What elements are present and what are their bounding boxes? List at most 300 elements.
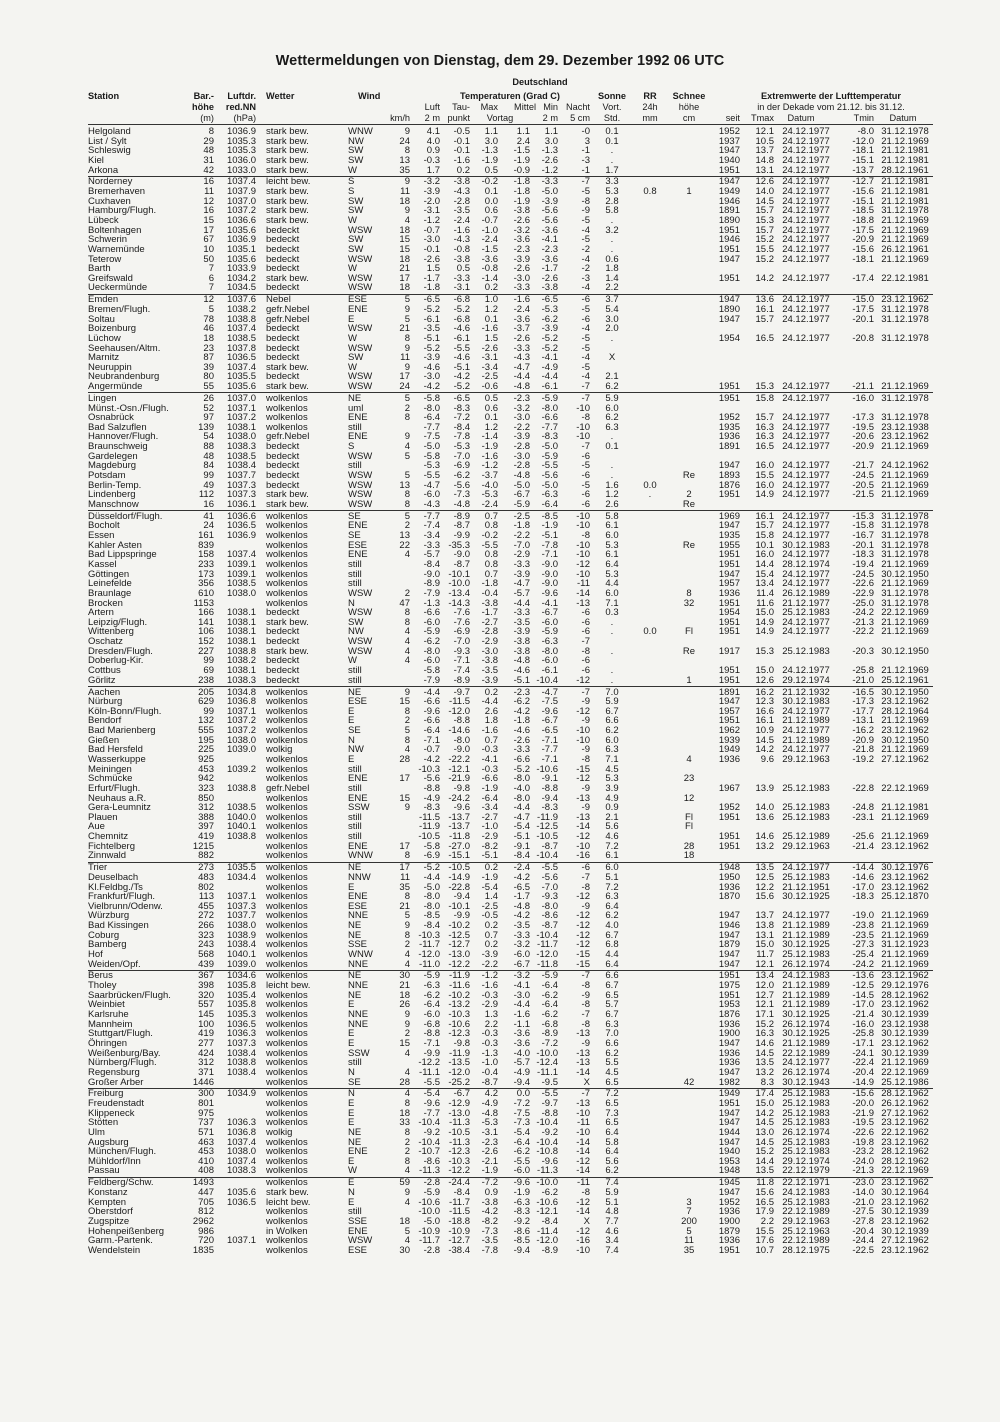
cell-pressure: 1038.2	[226, 655, 256, 667]
cell-mean: -6.7	[513, 489, 530, 501]
cell-pressure: 1036.5	[226, 1196, 256, 1208]
cell-dew-point: -13.7	[448, 811, 470, 823]
cell-wind-dir: ENE	[348, 773, 368, 785]
cell-tmax-date: 24.12.1977	[782, 470, 830, 481]
cell-tmax: 13.6	[755, 811, 774, 823]
cell-min-2m: -7.0	[541, 881, 558, 893]
cell-tmin-date: 31.12.1978	[881, 303, 929, 315]
cell-min-2m: -7.1	[541, 549, 558, 561]
cell-pressure: 1038.3	[226, 1165, 256, 1177]
cell-bar-height: 1446	[192, 1076, 214, 1088]
cell-sunshine: 5.1	[605, 871, 619, 883]
cell-tmax: 13.1	[755, 164, 774, 176]
cell-air-temp: -8.8	[423, 782, 440, 794]
cell-max: 0.8	[484, 549, 498, 561]
cell-mean: -1.9	[513, 1186, 530, 1198]
cell-station: Braunlage	[88, 587, 132, 599]
cell-dew-point: -12.2	[448, 1165, 470, 1177]
cell-wind-speed: 9	[404, 686, 410, 698]
cell-station: Bad Hersfeld	[88, 744, 143, 756]
cell-bar-height: 5	[208, 303, 214, 315]
cell-wind-speed: 26	[399, 999, 410, 1011]
cell-since: 1900	[718, 1215, 740, 1227]
cell-station: Großer Arber	[88, 1076, 144, 1088]
cell-max: -3.6	[481, 253, 498, 265]
cell-since: 1940	[718, 154, 740, 166]
cell-tmax-date: 26.12.1974	[782, 1018, 830, 1030]
cell-min-2m: 3.0	[544, 135, 558, 147]
cell-night-5cm: -6	[581, 470, 590, 481]
cell-night-5cm: -4	[581, 224, 590, 236]
cell-night-5cm: 3	[584, 135, 590, 147]
cell-weather: wolkig	[266, 744, 293, 756]
cell-air-temp: -6.2	[423, 636, 440, 648]
cell-mean: -3.8	[513, 645, 530, 657]
cell-max: 0.5	[484, 392, 498, 404]
table-row	[0, 481, 1000, 491]
cell-station: Zugspitze	[88, 1215, 130, 1227]
table-row	[0, 822, 1000, 832]
cell-weather: bedeckt	[266, 607, 300, 619]
cell-mean: -4.6	[513, 725, 530, 736]
cell-dew-point: -24.2	[448, 792, 470, 804]
cell-tmin: -17.3	[852, 696, 874, 708]
col-rr3: mm	[642, 113, 658, 123]
cell-wind-speed: 4	[404, 645, 410, 657]
cell-bar-height: 141	[198, 616, 214, 628]
cell-air-temp: -5.2	[423, 862, 440, 874]
cell-mean: -4.4	[513, 999, 530, 1011]
table-row	[0, 512, 1000, 522]
cell-air-temp: -2.8	[423, 1177, 440, 1189]
cell-bar-height: 850	[198, 792, 214, 804]
cell-air-temp: -9.0	[423, 568, 440, 580]
cell-pressure: 1034.8	[226, 686, 256, 698]
cell-night-5cm: -8	[581, 195, 590, 207]
cell-bar-height: 942	[198, 773, 214, 785]
cell-tmin-date: 30.12.1950	[881, 568, 929, 580]
cell-dew-point: -11.5	[449, 696, 470, 708]
cell-weather: stark bew.	[266, 1186, 309, 1198]
cell-tmin: -23.0	[852, 1177, 874, 1189]
cell-sunshine: 6.2	[605, 412, 619, 424]
col-tau-b: punkt	[447, 113, 470, 123]
cell-snow: 18	[683, 850, 695, 862]
cell-weather: wolkenlos	[266, 850, 308, 862]
cell-tmin-date: 23.12.1938	[881, 421, 929, 433]
cell-mean: -1.8	[513, 186, 530, 197]
cell-max: -1.9	[481, 441, 498, 453]
cell-wind-speed: 59	[399, 1177, 410, 1189]
cell-dew-point: -7.0	[453, 450, 470, 462]
col-bar1: Bar.-	[193, 91, 214, 101]
cell-weather: bedeckt	[266, 441, 300, 453]
cell-mean: -3.2	[513, 970, 530, 982]
cell-max: -1.8	[481, 578, 498, 590]
cell-min-2m: -9.3	[541, 891, 558, 903]
cell-night-5cm: -4	[581, 323, 590, 335]
cell-pressure: 1037.8	[226, 342, 256, 354]
table-row	[0, 765, 1000, 775]
cell-snow: Fl	[685, 811, 693, 823]
cell-sunshine: 6.3	[605, 744, 619, 756]
cell-min-2m: -10.0	[536, 1177, 558, 1189]
cell-bar-height: 801	[198, 1098, 214, 1109]
cell-air-temp: -7.1	[423, 734, 440, 746]
cell-tmax: 12.2	[755, 881, 774, 893]
table-row	[0, 1236, 1000, 1246]
cell-bar-height: 312	[198, 802, 214, 814]
cell-tmin-date: 21.12.1969	[881, 831, 929, 843]
cell-tmax: 14.0	[755, 186, 774, 197]
cell-wind-speed: 4	[404, 441, 410, 453]
cell-wind-dir: SW	[348, 616, 364, 628]
cell-tmin: -20.8	[852, 332, 874, 344]
cell-dew-point: -3.8	[453, 176, 470, 188]
cell-tmax-date: 22.12.1989	[782, 1235, 830, 1247]
cell-mean: 2.4	[516, 135, 530, 147]
cell-min-2m: -3.6	[541, 253, 558, 265]
cell-wind-dir: NNE	[348, 910, 369, 922]
cell-station: Görlitz	[88, 674, 116, 686]
cell-weather: wolkenlos	[266, 929, 308, 941]
cell-tmin-date: 31.12.1978	[881, 549, 929, 561]
cell-tmin: -19.8	[852, 1136, 874, 1148]
cell-air-temp: -3.9	[423, 352, 440, 364]
cell-pressure: 1038.8	[226, 782, 256, 794]
cell-tmax: 16.3	[755, 431, 774, 443]
cell-max: -0.6	[481, 381, 498, 392]
cell-tmax: 10.5	[755, 135, 774, 147]
cell-since: 1954	[718, 332, 740, 344]
cell-wind-dir: SW	[348, 243, 364, 255]
cell-station: Hannover/Flugh.	[88, 431, 159, 443]
cell-station: Potsdam	[88, 470, 126, 481]
cell-wind-speed: 15	[399, 696, 410, 708]
cell-min-2m: -9.7	[541, 1098, 558, 1109]
cell-mean: -3.9	[513, 253, 530, 265]
cell-weather: bedeckt	[266, 674, 300, 686]
cell-tmax: 13.6	[755, 294, 774, 306]
cell-wind-speed: 4	[404, 1047, 410, 1059]
table-row	[0, 372, 1000, 382]
cell-sunshine: 6.0	[605, 734, 619, 746]
cell-tmin-date: 21.12.1969	[881, 135, 929, 147]
cell-mean: -2.6	[513, 263, 530, 275]
cell-mean: -3.2	[513, 224, 530, 236]
cell-pressure: 1036.5	[226, 352, 256, 364]
cell-mean: -4.2	[513, 910, 530, 922]
cell-tmax-date: 24.12.1977	[782, 253, 830, 265]
cell-night-5cm: -1	[581, 145, 590, 157]
cell-sunshine: 6.7	[605, 929, 619, 941]
cell-weather: Nebel	[266, 294, 291, 306]
cell-max: -8.2	[481, 1215, 498, 1227]
cell-min-2m: -8.4	[541, 1215, 558, 1227]
cell-night-5cm: -13	[576, 1028, 590, 1040]
table-row	[0, 206, 1000, 216]
cell-sunshine: 1.7	[605, 164, 619, 176]
cell-tmax: 12.1	[755, 126, 774, 137]
cell-tmax: 15.0	[755, 665, 774, 676]
cell-sunshine: 6.4	[605, 900, 619, 912]
cell-tmin-date: 22.12.1981	[881, 272, 929, 284]
cell-tmin: -20.4	[852, 1066, 874, 1078]
cell-bar-height: 323	[198, 782, 214, 794]
table-row	[0, 931, 1000, 941]
cell-mean: -3.0	[513, 272, 530, 284]
cell-night-5cm: -5	[581, 332, 590, 344]
cell-tmin: -23.1	[852, 811, 874, 823]
cell-min-2m: 1.1	[544, 126, 558, 137]
cell-sunshine: 3.4	[605, 1235, 619, 1247]
cell-pressure: 1037.2	[226, 715, 256, 727]
cell-tmax: 16.5	[755, 441, 774, 453]
cell-max: -3.8	[481, 655, 498, 667]
cell-tmax-date: 24.12.1977	[782, 412, 830, 424]
cell-bar-height: 397	[198, 821, 214, 833]
cell-station: Lüchow	[88, 332, 121, 344]
cell-bar-height: 568	[198, 949, 214, 960]
cell-tmax: 15.8	[755, 392, 774, 404]
cell-wind-dir: E	[348, 1117, 355, 1129]
cell-dew-point: -4.6	[453, 352, 470, 364]
cell-tmax-date: 24.12.1977	[782, 744, 830, 756]
cell-weather: wolkenlos	[266, 402, 308, 414]
cell-since: 1948	[718, 1165, 740, 1177]
cell-night-5cm: -2	[581, 243, 590, 255]
cell-station: Freudenstadt	[88, 1098, 144, 1109]
cell-since: 1876	[718, 479, 740, 491]
cell-mean: -6.6	[513, 754, 530, 765]
cell-min-2m: -5.0	[541, 186, 558, 197]
cell-mean: -6.0	[513, 949, 530, 960]
table-row	[0, 283, 1000, 293]
cell-tmin: -18.5	[852, 205, 874, 217]
cell-tmax: 12.0	[755, 980, 774, 992]
cell-wind-speed: 8	[404, 1155, 410, 1167]
cell-night-5cm: -13	[576, 1047, 590, 1059]
cell-night-5cm: -12	[576, 920, 590, 931]
table-row	[0, 666, 1000, 676]
cell-wind-dir: SSW	[348, 802, 370, 814]
cell-bar-height: 398	[198, 980, 214, 992]
col-luft3: (hPa)	[233, 113, 256, 123]
cell-tmax-date: 24.12.1977	[782, 205, 830, 217]
cell-min-2m: -7.7	[541, 421, 558, 433]
col-mittel: Mittel	[514, 102, 536, 112]
cell-tmin: -14.9	[852, 1076, 874, 1088]
cell-weather: wolkenlos	[266, 520, 308, 532]
cell-tmin: -12.0	[852, 135, 874, 147]
cell-tmax-date: 25.12.1983	[782, 811, 830, 823]
table-row	[0, 618, 1000, 628]
cell-tmin-date: 21.12.1969	[881, 234, 929, 246]
cell-wind-speed: 5	[404, 470, 410, 481]
cell-dew-point: -11.6	[449, 980, 470, 992]
table-row	[0, 177, 1000, 187]
cell-station: Leinefelde	[88, 578, 132, 590]
cell-wind-dir: NE	[348, 686, 362, 698]
cell-weather: stark bew.	[266, 186, 309, 197]
cell-weather: wolkenlos	[266, 1165, 308, 1177]
cell-sunshine: 6.1	[605, 520, 619, 532]
cell-tmax: 13.2	[755, 840, 774, 852]
cell-tmax: 15.2	[755, 234, 774, 246]
cell-tmin-date: 31.12.1978	[881, 205, 929, 217]
cell-min-2m: -4.7	[541, 686, 558, 698]
cell-tmin: -20.1	[852, 539, 874, 551]
cell-station: Frankfurt/Flugh.	[88, 891, 156, 903]
cell-air-temp: -5.4	[423, 1088, 440, 1100]
cell-tmin: -19.2	[852, 754, 874, 765]
cell-air-temp: -5.5	[423, 470, 440, 481]
cell-wind-dir: WSW	[348, 224, 373, 236]
cell-sunshine: 3.0	[605, 313, 619, 325]
cell-dew-point: -6.8	[453, 294, 470, 306]
cell-pressure: 1034.4	[226, 871, 256, 883]
cell-wind-speed: 5	[404, 910, 410, 922]
cell-dew-point: -9.4	[453, 891, 470, 903]
cell-weather: wolkenlos	[266, 696, 308, 708]
cell-night-5cm: -7	[581, 392, 590, 404]
cell-max: -2.9	[481, 831, 498, 843]
cell-wind-speed: 21	[399, 263, 410, 275]
cell-pressure: 1037.6	[226, 294, 256, 306]
cell-pressure: 1037.0	[226, 195, 256, 207]
cell-wind-dir: E	[348, 1196, 355, 1208]
cell-since: 1893	[718, 470, 740, 481]
table-row	[0, 902, 1000, 912]
cell-wind-dir: W	[348, 1165, 357, 1177]
cell-tmin: -22.6	[852, 578, 874, 590]
cell-max: 1.8	[484, 715, 498, 727]
cell-tmin: -21.9	[852, 1107, 874, 1119]
cell-bar-height: 99	[203, 470, 214, 481]
cell-tmin: -21.5	[852, 489, 874, 501]
cell-dew-point: -25.2	[448, 1076, 470, 1088]
cell-wind-dir: S	[348, 186, 355, 197]
cell-station: Brocken	[88, 597, 123, 609]
cell-sunshine: .	[610, 470, 614, 481]
cell-since: 1951	[718, 489, 740, 501]
cell-night-5cm: -8	[581, 1018, 590, 1030]
cell-bar-height: 812	[198, 1206, 214, 1218]
cell-mean: -3.3	[513, 607, 530, 619]
cell-tmax-date: 30.12.1983	[782, 696, 830, 708]
cell-tmin-date: 21.12.1981	[881, 145, 929, 157]
cell-dew-point: -7.6	[453, 607, 470, 619]
cell-night-5cm: -10	[576, 1244, 590, 1256]
cell-wind-speed: 4	[404, 958, 410, 970]
cell-sunshine: .	[610, 145, 614, 157]
cell-station: Gardelegen	[88, 450, 138, 462]
cell-wind-dir: NE	[348, 970, 362, 982]
table-row	[0, 676, 1000, 686]
cell-max: -2.1	[481, 1155, 498, 1167]
cell-night-5cm: -5	[581, 460, 590, 472]
cell-tmin: -25.4	[852, 949, 874, 960]
cell-mean: -6.2	[513, 1146, 530, 1158]
cell-sunshine: .	[610, 215, 614, 226]
cell-since: 1876	[718, 1009, 740, 1020]
cell-pressure: 1038.0	[226, 734, 256, 746]
cell-wind-dir: ENE	[348, 891, 368, 903]
table-row	[0, 707, 1000, 717]
cell-weather: gefr.Nebel	[266, 431, 310, 443]
cell-tmin: -15.1	[852, 154, 874, 166]
cell-wind-dir: ESE	[348, 539, 368, 551]
col-seit: seit	[725, 113, 740, 123]
cell-tmin: -13.1	[852, 715, 874, 727]
cell-night-5cm: -6	[581, 616, 590, 628]
cell-since: 1975	[718, 980, 740, 992]
cell-air-temp: -11.3	[419, 1165, 440, 1177]
cell-pressure: 1037.4	[226, 361, 256, 373]
cell-station: Weißenburg/Bay.	[88, 1047, 161, 1059]
table-row	[0, 991, 1000, 1001]
cell-tmin-date: 21.12.1969	[881, 949, 929, 960]
cell-tmin: -27.5	[852, 1206, 874, 1218]
cell-pressure: 1038.5	[226, 802, 256, 814]
cell-tmax-date: 24.12.1977	[782, 725, 830, 736]
col-wetter: Wetter	[266, 91, 295, 101]
cell-mean: -1.6	[513, 294, 530, 306]
cell-weather: bedeckt	[266, 626, 300, 638]
cell-min-2m: -5.6	[541, 871, 558, 883]
cell-station: Meiningen	[88, 763, 132, 775]
cell-dew-point: -13.5	[448, 1057, 470, 1069]
cell-dew-point: -7.0	[453, 636, 470, 648]
cell-night-5cm: -5	[581, 234, 590, 246]
cell-tmax-date: 24.12.1977	[782, 313, 830, 325]
cell-tmax-date: 22.12.1989	[782, 1047, 830, 1059]
cell-max: 0.7	[484, 568, 498, 580]
cell-tmin-date: 21.12.1969	[881, 253, 929, 265]
cell-pressure: 1033.9	[226, 263, 256, 275]
cell-max: -4.4	[481, 696, 498, 708]
cell-min-2m: -6.3	[541, 489, 558, 501]
cell-air-temp: -5.9	[423, 970, 440, 982]
cell-tmax: 10.1	[755, 539, 774, 551]
cell-sunshine: 3.2	[605, 224, 619, 236]
cell-wind-speed: 15	[399, 243, 410, 255]
cell-air-temp: -6.0	[423, 616, 440, 628]
cell-weather: wolkenlos	[266, 989, 308, 1001]
cell-max: -5.4	[481, 881, 498, 893]
cell-min-2m: -2.3	[541, 243, 558, 255]
cell-wind-speed: 9	[404, 361, 410, 373]
cell-air-temp: -11.1	[419, 1066, 440, 1078]
cell-max: -4.9	[481, 1098, 498, 1109]
cell-since: 1951	[718, 1098, 740, 1109]
cell-sunshine: .	[610, 460, 614, 472]
cell-pressure: 1038.0	[226, 1146, 256, 1158]
cell-since: 1936	[718, 1047, 740, 1059]
cell-tmin: -20.4	[852, 1225, 874, 1237]
col-sonne1: Sonne	[597, 91, 627, 101]
cell-pressure: 1037.4	[226, 323, 256, 335]
cell-dew-point: -7.4	[453, 665, 470, 676]
cell-air-temp: -11.5	[419, 811, 440, 823]
cell-air-temp: -7.1	[423, 1037, 440, 1049]
cell-dew-point: -12.1	[448, 763, 470, 775]
cell-sunshine: 2.1	[605, 811, 619, 823]
cell-air-temp: 1.5	[426, 263, 440, 275]
cell-air-temp: -3.5	[423, 323, 440, 335]
cell-wind-dir: N	[348, 1088, 355, 1100]
cell-weather: wolkenlos	[266, 725, 308, 736]
